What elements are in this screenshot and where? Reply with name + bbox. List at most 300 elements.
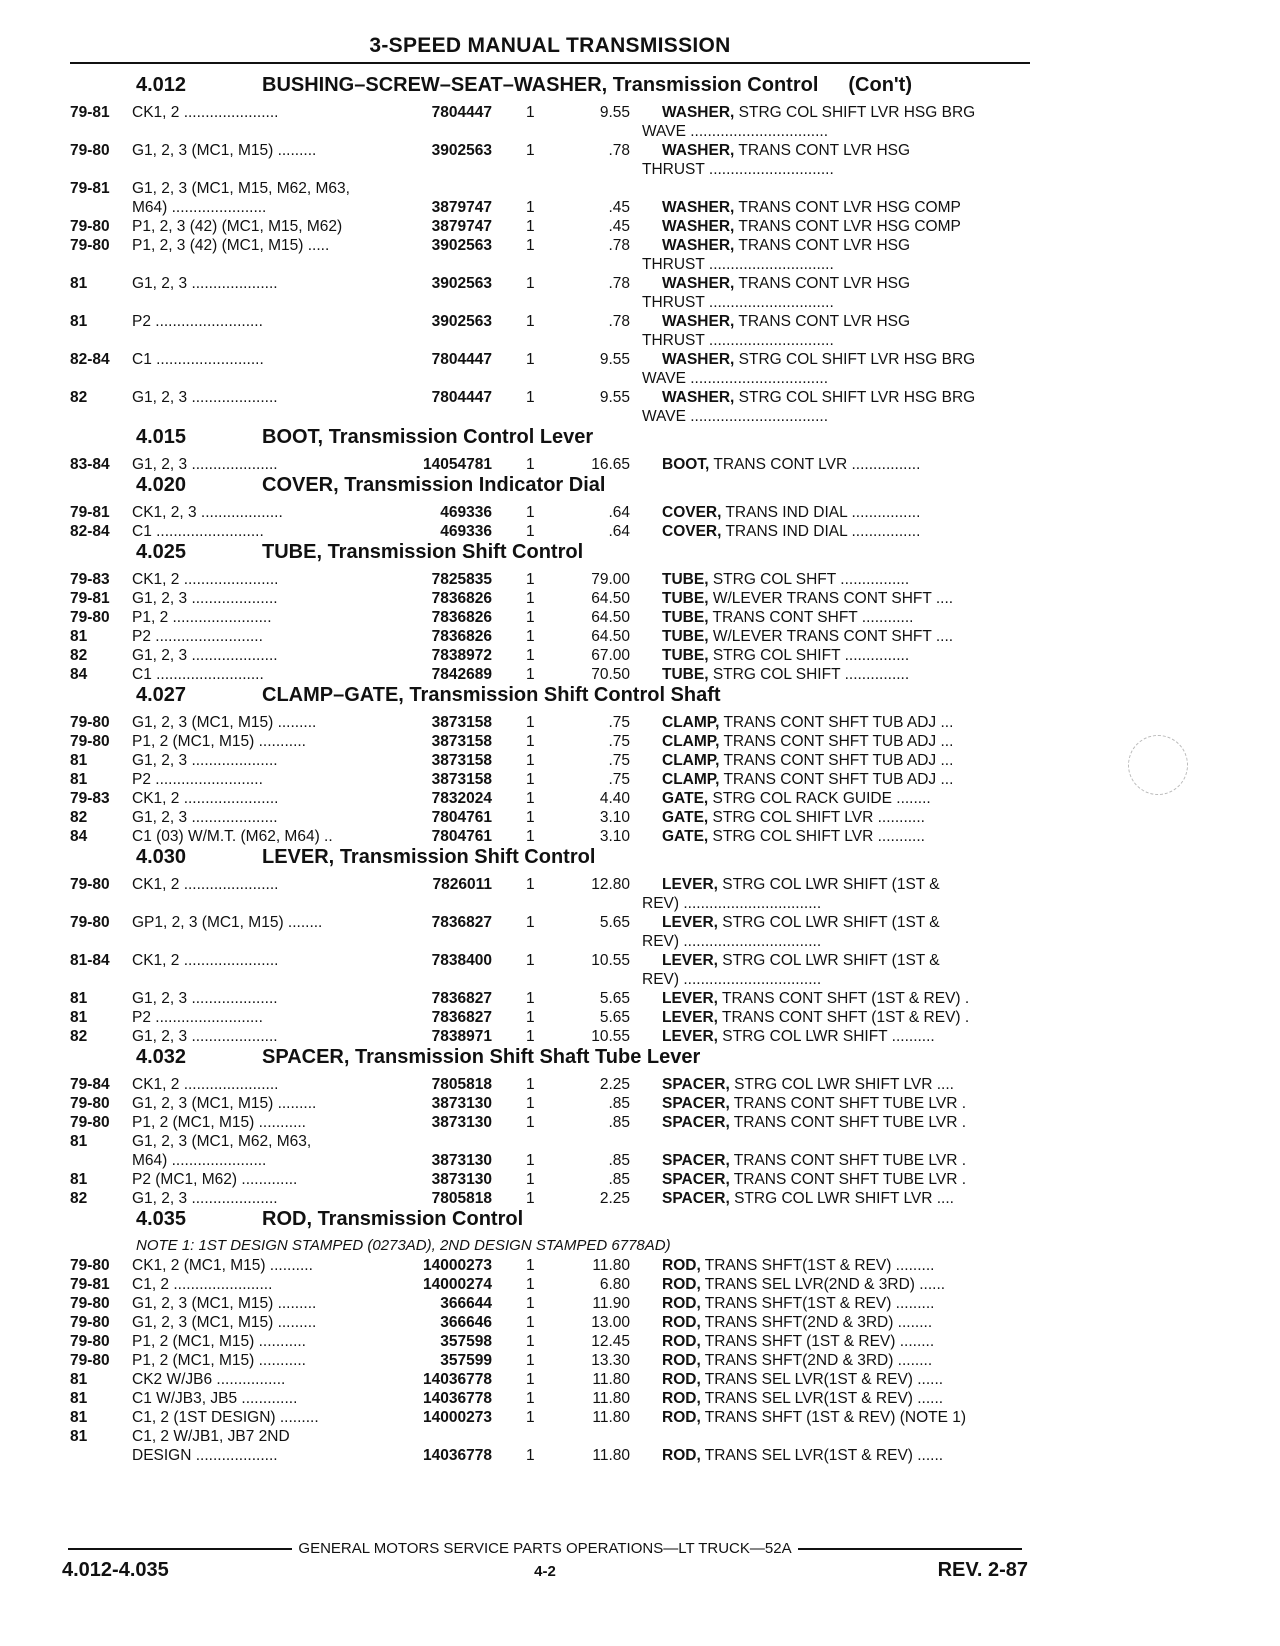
description: [630, 628, 1014, 646]
description: [630, 1114, 1014, 1132]
description: [630, 332, 994, 350]
quantity: 1: [526, 1009, 535, 1026]
entry-line: [70, 1008, 1040, 1027]
quantity: 1: [526, 1028, 535, 1045]
description-text: TRANS CONT SHFT ............: [712, 609, 914, 626]
model-year: 82: [70, 647, 88, 664]
section-title-main: ROD,: [262, 1208, 312, 1230]
description-text: THRUST .............................: [642, 294, 834, 311]
description: [630, 1447, 1014, 1465]
description-keyword: WASHER,: [662, 351, 735, 368]
quantity: 1: [526, 828, 535, 845]
price: 64.50: [591, 590, 630, 607]
price: 11.80: [592, 1257, 630, 1274]
description: [630, 714, 1014, 732]
quantity: 1: [526, 876, 535, 893]
description-text: STRG COL SHFT ................: [712, 571, 910, 588]
price: .85: [608, 1171, 630, 1188]
part-number: 366644: [440, 1295, 492, 1312]
description: [630, 351, 1014, 369]
vehicle-model: CK1, 2 ......................: [132, 104, 279, 121]
part-number: 7805818: [431, 1190, 492, 1207]
vehicle-model: P2 (MC1, M62) .............: [132, 1171, 298, 1188]
price: 3.10: [599, 828, 630, 845]
description-keyword: WASHER,: [662, 389, 735, 406]
part-number: 3873130: [431, 1114, 492, 1131]
section-title-main: COVER,: [262, 474, 339, 496]
description-text: TRANS CONT SHFT TUB ADJ ...: [723, 714, 954, 731]
description-keyword: GATE,: [662, 828, 709, 845]
section-title: [262, 474, 605, 497]
description: [630, 456, 1014, 474]
vehicle-model: M64) ......................: [132, 1152, 267, 1169]
model-year: 81: [70, 313, 88, 330]
section-subtitle: Transmission Control: [612, 74, 819, 96]
quantity: 1: [526, 1257, 535, 1274]
quantity: 1: [526, 199, 535, 216]
price: .85: [608, 1095, 630, 1112]
entry-line: [70, 103, 1040, 122]
part-number: 3902563: [431, 313, 492, 330]
description-text: TRANS CONT SHFT (1ST & REV) .: [722, 990, 970, 1007]
vehicle-model: G1, 2, 3 ....................: [132, 275, 278, 292]
quantity: 1: [526, 389, 535, 406]
price: 11.80: [592, 1409, 630, 1426]
description-keyword: GATE,: [662, 809, 709, 826]
part-entry: [70, 1370, 1040, 1389]
quantity: 1: [526, 790, 535, 807]
entry-line: [70, 1313, 1040, 1332]
description-text: TRANS SHFT (1ST & REV) ........: [704, 1333, 935, 1350]
section-number: 4.025: [136, 541, 187, 563]
description-keyword: WASHER,: [662, 237, 735, 254]
entry-line: [70, 1170, 1040, 1189]
model-year: 79-80: [70, 1295, 110, 1312]
entry-line: [70, 770, 1040, 789]
price: .78: [608, 275, 630, 292]
description-text: STRG COL LWR SHIFT (1ST &: [722, 914, 940, 931]
part-number: 7836827: [431, 1009, 492, 1026]
description-text: STRG COL LWR SHIFT LVR ....: [734, 1190, 954, 1207]
description-text: TRANS IND DIAL ................: [725, 523, 921, 540]
description-text: TRANS SHFT(1ST & REV) .........: [704, 1257, 935, 1274]
quantity: 1: [526, 1276, 535, 1293]
part-number: 7836827: [431, 914, 492, 931]
part-number: 7836827: [431, 990, 492, 1007]
vehicle-model: P2 .........................: [132, 313, 263, 330]
description-text: STRG COL SHIFT LVR ...........: [712, 809, 925, 826]
quantity: 1: [526, 1171, 535, 1188]
vehicle-model: C1 W/JB3, JB5 .............: [132, 1390, 298, 1407]
entry-line: [70, 122, 1040, 141]
entry-line: [70, 1256, 1040, 1275]
entry-line: [70, 1132, 1040, 1151]
description: [630, 771, 1014, 789]
price: .75: [608, 733, 630, 750]
model-year: 81: [70, 628, 88, 645]
quantity: 1: [526, 1409, 535, 1426]
section-subtitle: Transmission Control: [317, 1208, 524, 1230]
entry-line: [70, 827, 1040, 846]
price: 79.00: [591, 571, 630, 588]
description-keyword: BOOT,: [662, 456, 710, 473]
description-text: TRANS SHFT(2ND & 3RD) ........: [704, 1352, 933, 1369]
description-text: STRG COL LWR SHIFT LVR ....: [734, 1076, 954, 1093]
description-keyword: ROD,: [662, 1276, 701, 1293]
vehicle-model: C1 .........................: [132, 666, 264, 683]
part-number: 3879747: [431, 218, 492, 235]
vehicle-model: P1, 2 (MC1, M15) ...........: [132, 1114, 306, 1131]
description: [630, 590, 1014, 608]
description: [630, 571, 1014, 589]
model-year: 79-80: [70, 1352, 110, 1369]
section-number: 4.020: [136, 474, 187, 496]
entry-line: [70, 1027, 1040, 1046]
description-keyword: SPACER,: [662, 1171, 730, 1188]
part-number: 3873130: [431, 1095, 492, 1112]
description: [630, 1152, 1014, 1170]
model-year: 81: [70, 1009, 88, 1026]
part-entry: [70, 789, 1040, 808]
price: 13.30: [591, 1352, 630, 1369]
part-number: 14036778: [423, 1447, 492, 1464]
price: 3.10: [599, 809, 630, 826]
model-year: 81: [70, 752, 88, 769]
entry-line: [70, 312, 1040, 331]
price: 64.50: [591, 609, 630, 626]
section-header: [70, 684, 1040, 713]
part-entry: [70, 388, 1040, 426]
entry-line: [70, 369, 1040, 388]
part-entry: [70, 665, 1040, 684]
description: [630, 1190, 1014, 1208]
model-year: 79-80: [70, 1114, 110, 1131]
part-entry: [70, 589, 1040, 608]
part-number: 14000273: [423, 1409, 492, 1426]
description: [630, 1095, 1014, 1113]
footer-section-range: 4.012-4.035: [62, 1559, 169, 1581]
entry-line: [70, 1189, 1040, 1208]
description-keyword: ROD,: [662, 1257, 701, 1274]
section-continued-label: (Con't): [848, 74, 913, 96]
page-footer: [62, 1540, 1028, 1585]
vehicle-model: G1, 2, 3 (MC1, M62, M63,: [132, 1133, 312, 1150]
section-header: [70, 846, 1040, 875]
section-number: 4.030: [136, 846, 187, 868]
quantity: 1: [526, 104, 535, 121]
description-text: TRANS CONT LVR HSG: [738, 313, 911, 330]
description-keyword: CLAMP,: [662, 714, 720, 731]
description-keyword: ROD,: [662, 1333, 701, 1350]
description-text: WAVE ................................: [642, 408, 829, 425]
entry-line: [70, 1151, 1040, 1170]
description-text: STRG COL SHIFT LVR ...........: [712, 828, 925, 845]
section-title-main: BUSHING–SCREW–SEAT–WASHER,: [262, 74, 608, 96]
description-keyword: CLAMP,: [662, 771, 720, 788]
part-number: 366646: [440, 1314, 492, 1331]
description-text: REV) ................................: [642, 895, 822, 912]
quantity: 1: [526, 771, 535, 788]
part-entry: [70, 312, 1040, 350]
section-title: [262, 1208, 523, 1231]
price: 16.65: [591, 456, 630, 473]
quantity: 1: [526, 590, 535, 607]
price: 2.25: [599, 1190, 630, 1207]
entry-line: [70, 407, 1040, 426]
quantity: 1: [526, 714, 535, 731]
model-year: 79-81: [70, 104, 110, 121]
model-year: 79-80: [70, 914, 110, 931]
entry-line: [70, 141, 1040, 160]
description: [630, 237, 1014, 255]
quantity: 1: [526, 1390, 535, 1407]
description-keyword: WASHER,: [662, 275, 735, 292]
section-title: [262, 541, 583, 564]
price: .78: [608, 237, 630, 254]
vehicle-model: G1, 2, 3 (MC1, M15) .........: [132, 714, 317, 731]
description-keyword: ROD,: [662, 1371, 701, 1388]
model-year: 79-80: [70, 1257, 110, 1274]
part-number: 3873158: [431, 714, 492, 731]
model-year: 79-80: [70, 237, 110, 254]
description-text: TRANS CONT LVR HSG: [738, 275, 911, 292]
price: 5.65: [599, 1009, 630, 1026]
model-year: 79-80: [70, 609, 110, 626]
description-keyword: ROD,: [662, 1352, 701, 1369]
quantity: 1: [526, 609, 535, 626]
section-title: [262, 74, 912, 97]
part-number: 7804447: [431, 389, 492, 406]
quantity: 1: [526, 504, 535, 521]
vehicle-model: P1, 2, 3 (42) (MC1, M15, M62): [132, 218, 343, 235]
vehicle-model: G1, 2, 3 ....................: [132, 809, 278, 826]
part-number: 14036778: [423, 1371, 492, 1388]
entry-line: [70, 522, 1040, 541]
part-entry: [70, 1256, 1040, 1275]
description-keyword: ROD,: [662, 1409, 701, 1426]
description-text: TRANS CONT LVR HSG COMP: [738, 218, 961, 235]
footer-revision: REV. 2-87: [937, 1559, 1028, 1581]
section-header: [70, 426, 1040, 455]
part-entry: [70, 951, 1040, 989]
quantity: 1: [526, 1190, 535, 1207]
part-number: 7825835: [431, 571, 492, 588]
quantity: 1: [526, 142, 535, 159]
entry-line: [70, 1294, 1040, 1313]
entry-line: [70, 1094, 1040, 1113]
vehicle-model: G1, 2, 3 ....................: [132, 752, 278, 769]
part-entry: [70, 646, 1040, 665]
model-year: 81: [70, 1133, 88, 1150]
description: [630, 1171, 1014, 1189]
description-keyword: SPACER,: [662, 1190, 730, 1207]
vehicle-model: P2 .........................: [132, 628, 263, 645]
description-text: WAVE ................................: [642, 123, 829, 140]
model-year: 81: [70, 771, 88, 788]
entry-line: [70, 751, 1040, 770]
entry-line: [70, 236, 1040, 255]
part-number: 14000273: [423, 1257, 492, 1274]
part-entry: [70, 1008, 1040, 1027]
description: [630, 275, 1014, 293]
model-year: 84: [70, 828, 88, 845]
vehicle-model: G1, 2, 3 ....................: [132, 389, 278, 406]
entry-line: [70, 1408, 1040, 1427]
description: [630, 504, 1014, 522]
part-entry: [70, 1189, 1040, 1208]
vehicle-model: C1, 2 .......................: [132, 1276, 273, 1293]
footer-rule-left: [68, 1548, 292, 1550]
entry-line: [70, 665, 1040, 684]
entry-line: [70, 913, 1040, 932]
description: [630, 294, 994, 312]
vehicle-model: P1, 2 (MC1, M15) ...........: [132, 1333, 306, 1350]
part-entry: [70, 1027, 1040, 1046]
price: .85: [608, 1152, 630, 1169]
part-number: 357598: [440, 1333, 492, 1350]
description-text: TRANS CONT SHFT TUBE LVR .: [733, 1095, 967, 1112]
price: 11.90: [592, 1295, 630, 1312]
description: [630, 161, 994, 179]
entry-line: [70, 350, 1040, 369]
vehicle-model: G1, 2, 3 (MC1, M15) .........: [132, 1295, 317, 1312]
description-text: TRANS CONT SHFT TUB ADJ ...: [723, 771, 954, 788]
part-entry: [70, 1113, 1040, 1132]
model-year: 79-80: [70, 1333, 110, 1350]
model-year: 81: [70, 1409, 88, 1426]
price: .45: [608, 199, 630, 216]
description: [630, 790, 1014, 808]
quantity: 1: [526, 313, 535, 330]
description-text: TRANS CONT SHFT (1ST & REV) .: [722, 1009, 970, 1026]
model-year: 79-84: [70, 1076, 110, 1093]
vehicle-model: GP1, 2, 3 (MC1, M15) ........: [132, 914, 323, 931]
entry-line: [70, 179, 1040, 198]
vehicle-model: C1 (03) W/M.T. (M62, M64) ..: [132, 828, 333, 845]
description: [630, 895, 994, 913]
description: [630, 952, 1014, 970]
vehicle-model: P1, 2 .......................: [132, 609, 272, 626]
description-keyword: TUBE,: [662, 571, 709, 588]
vehicle-model: C1 .........................: [132, 523, 264, 540]
model-year: 81: [70, 990, 88, 1007]
description: [630, 1028, 1014, 1046]
entry-line: [70, 274, 1040, 293]
part-number: 14054781: [423, 456, 492, 473]
description-text: STRG COL LWR SHIFT (1ST &: [722, 876, 940, 893]
section-subtitle: Transmission Shift Control: [327, 541, 584, 563]
model-year: 79-80: [70, 714, 110, 731]
part-entry: [70, 236, 1040, 274]
section-subtitle: Transmission Shift Control Shaft: [409, 684, 721, 706]
description-keyword: LEVER,: [662, 876, 718, 893]
entry-line: [70, 951, 1040, 970]
price: 5.65: [599, 914, 630, 931]
description-text: STRG COL LWR SHIFT ..........: [722, 1028, 935, 1045]
part-entry: [70, 1351, 1040, 1370]
entry-line: [70, 1446, 1040, 1465]
title-rule: [70, 62, 1030, 64]
quantity: 1: [526, 218, 535, 235]
description-text: W/LEVER TRANS CONT SHFT ....: [712, 590, 954, 607]
description-text: TRANS CONT LVR HSG: [738, 237, 911, 254]
description-text: STRG COL SHIFT ...............: [712, 666, 910, 683]
entry-line: [70, 608, 1040, 627]
description: [630, 666, 1014, 684]
part-entry: [70, 913, 1040, 951]
entry-line: [70, 627, 1040, 646]
part-entry: [70, 1094, 1040, 1113]
price: .75: [608, 771, 630, 788]
entry-line: [70, 388, 1040, 407]
description: [630, 809, 1014, 827]
price: 4.40: [599, 790, 630, 807]
description: [630, 370, 994, 388]
entry-line: [70, 1275, 1040, 1294]
entry-line: [70, 589, 1040, 608]
price: 12.80: [591, 876, 630, 893]
entry-line: [70, 293, 1040, 312]
section-number: 4.027: [136, 684, 187, 706]
entry-line: [70, 989, 1040, 1008]
description-keyword: TUBE,: [662, 647, 709, 664]
model-year: 82-84: [70, 523, 110, 540]
description-text: TRANS SHFT(2ND & 3RD) ........: [704, 1314, 933, 1331]
part-number: 7804761: [431, 828, 492, 845]
description-text: TRANS SEL LVR(1ST & REV) ......: [704, 1447, 944, 1464]
description: [630, 1009, 1014, 1027]
quantity: 1: [526, 1371, 535, 1388]
vehicle-model: G1, 2, 3 ....................: [132, 1190, 278, 1207]
part-number: 7832024: [431, 790, 492, 807]
description-keyword: COVER,: [662, 504, 722, 521]
model-year: 79-80: [70, 1095, 110, 1112]
section-number: 4.015: [136, 426, 187, 448]
part-entry: [70, 808, 1040, 827]
description: [630, 1371, 1014, 1389]
part-entry: [70, 1170, 1040, 1189]
price: 13.00: [591, 1314, 630, 1331]
description: [630, 609, 1014, 627]
part-entry: [70, 1275, 1040, 1294]
entry-line: [70, 808, 1040, 827]
model-year: 81: [70, 275, 88, 292]
part-number: 3902563: [431, 275, 492, 292]
price: .85: [608, 1114, 630, 1131]
section-title-main: BOOT,: [262, 426, 324, 448]
section-number: 4.035: [136, 1208, 187, 1230]
description-keyword: WASHER,: [662, 104, 735, 121]
description-text: THRUST .............................: [642, 256, 834, 273]
quantity: 1: [526, 275, 535, 292]
description: [630, 1333, 1014, 1351]
vehicle-model: G1, 2, 3 ....................: [132, 647, 278, 664]
section-title: [262, 684, 721, 707]
price: .45: [608, 218, 630, 235]
model-year: 81: [70, 1390, 88, 1407]
part-number: 7804447: [431, 104, 492, 121]
entry-line: [70, 1332, 1040, 1351]
part-number: 7805818: [431, 1076, 492, 1093]
quantity: 1: [526, 1095, 535, 1112]
vehicle-model: DESIGN ...................: [132, 1447, 278, 1464]
model-year: 79-83: [70, 790, 110, 807]
model-year: 84: [70, 666, 88, 683]
price: .78: [608, 142, 630, 159]
part-entry: [70, 455, 1040, 474]
model-year: 79-83: [70, 571, 110, 588]
part-number: 3873130: [431, 1171, 492, 1188]
